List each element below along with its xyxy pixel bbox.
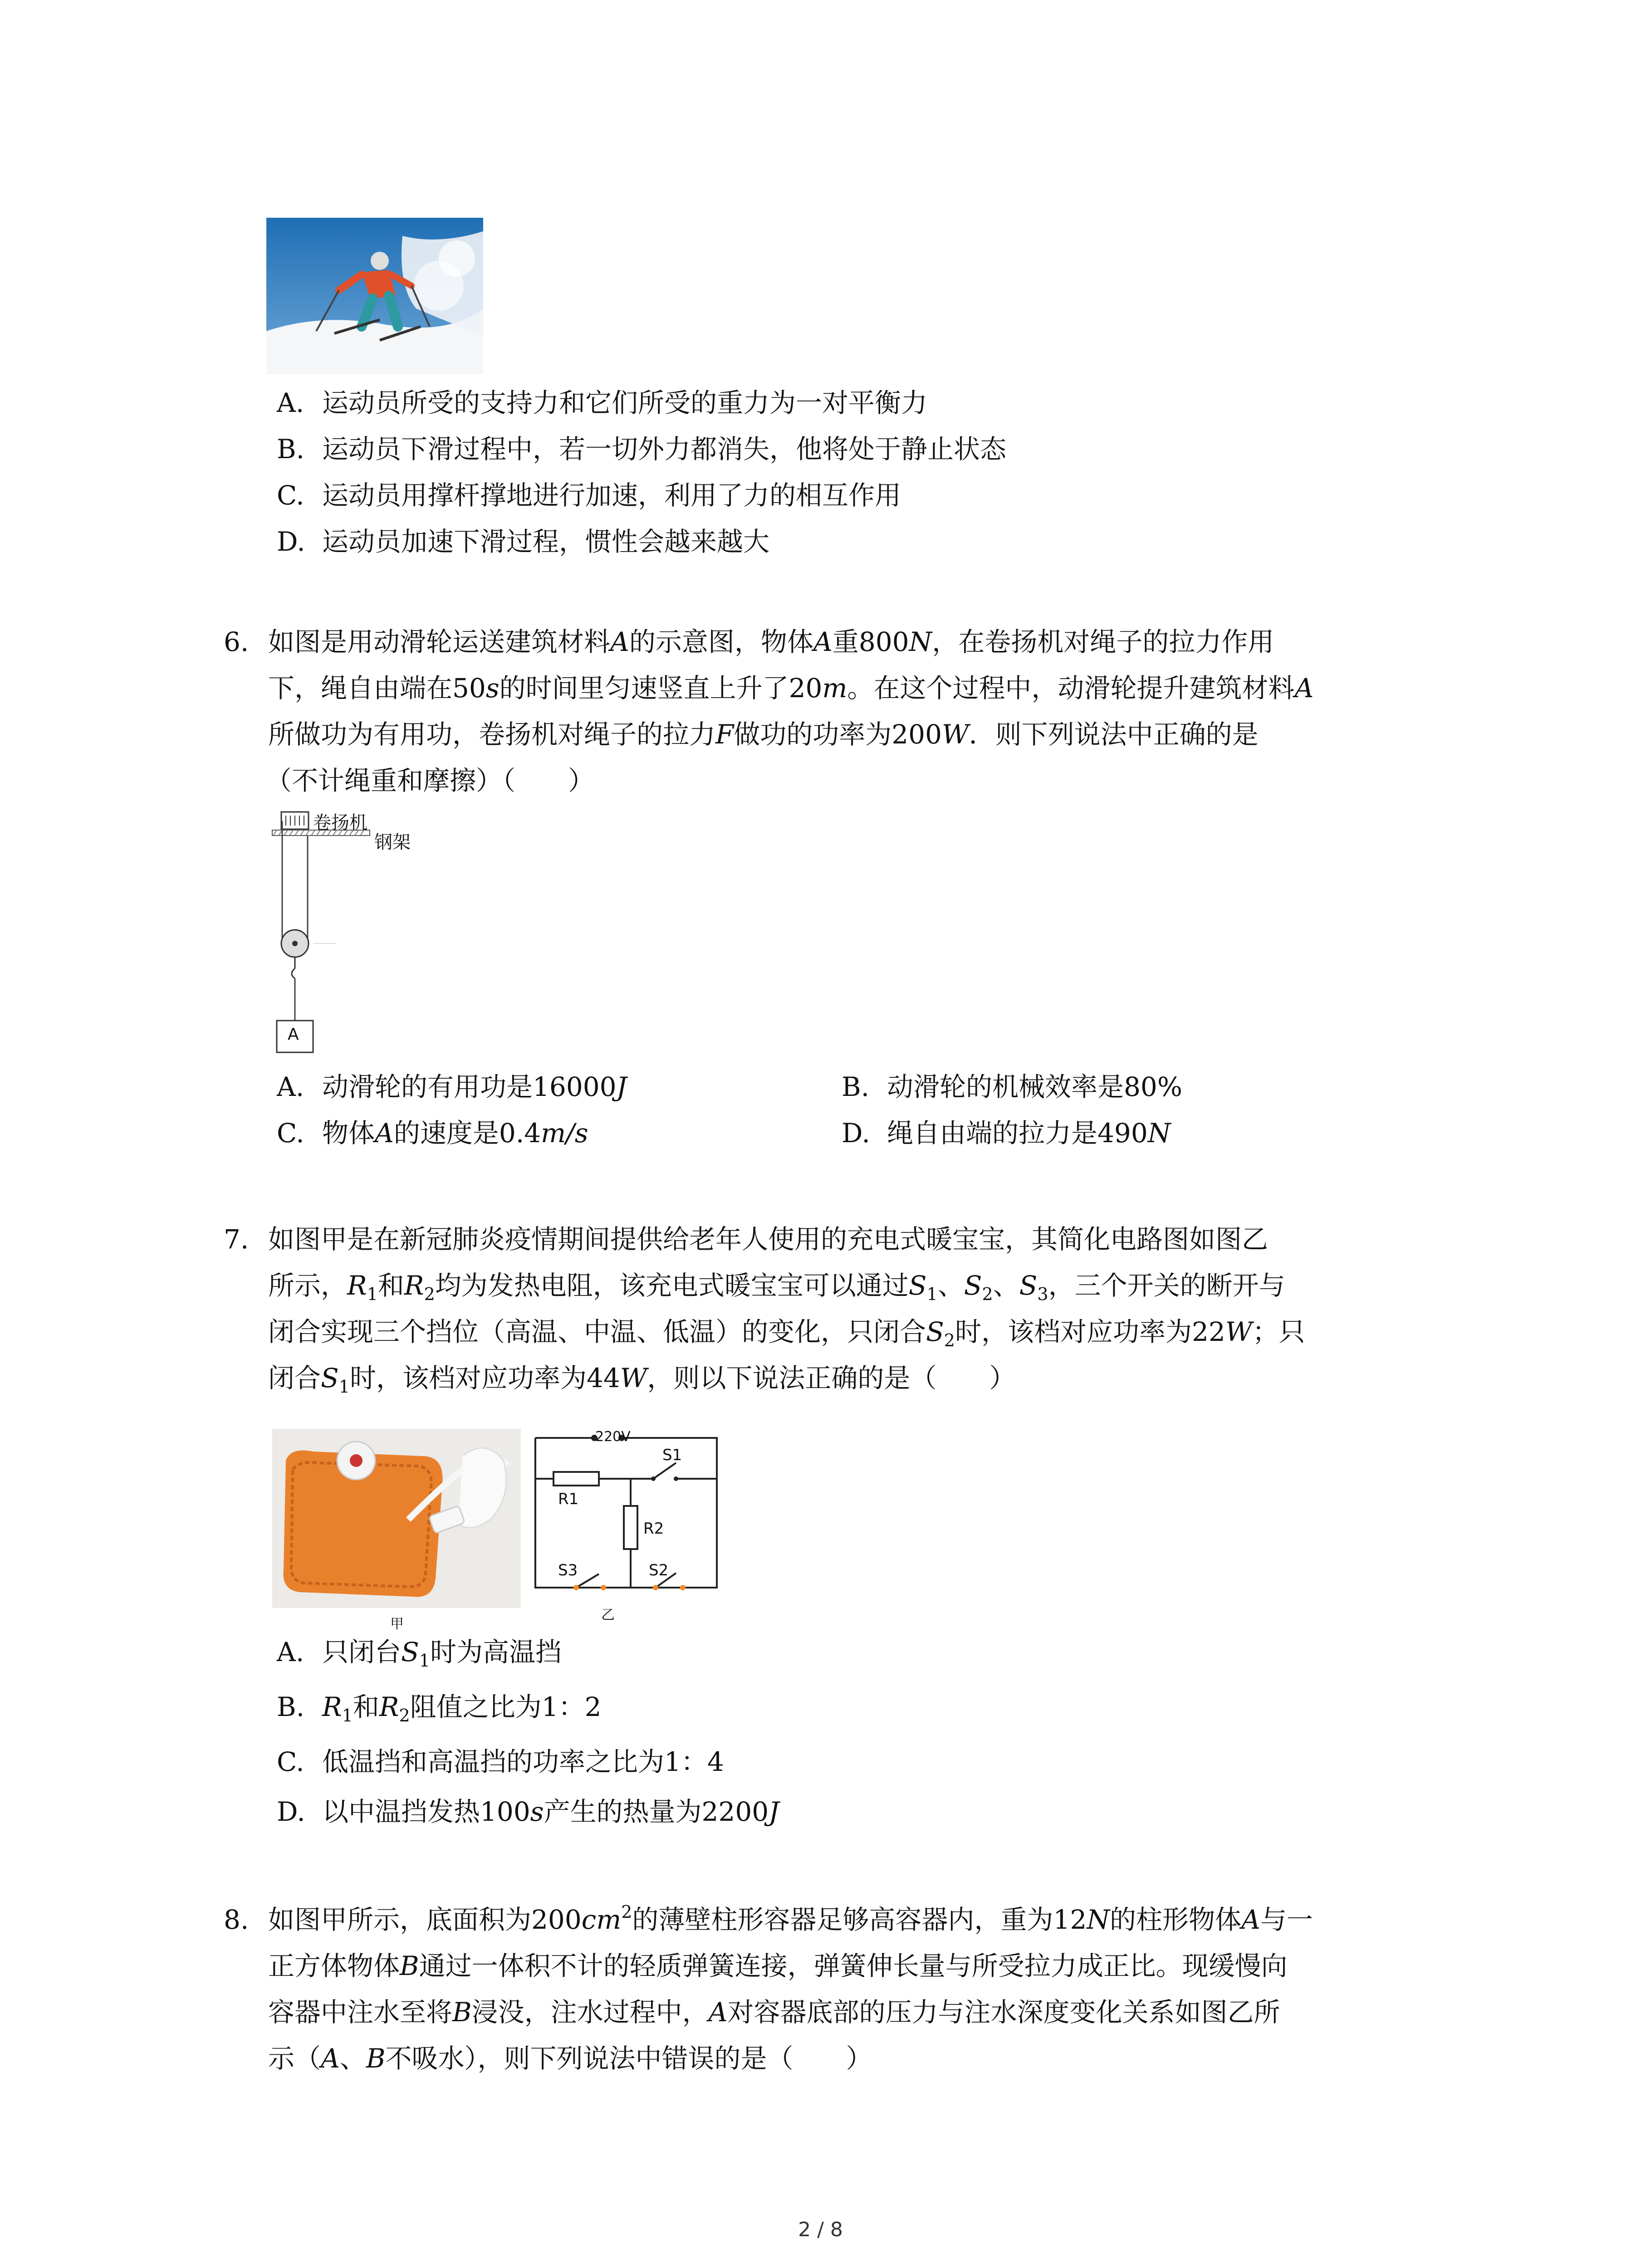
var: A xyxy=(708,1997,728,2028)
unit: W xyxy=(620,1363,647,1393)
text: 、 xyxy=(993,1270,1019,1301)
number: 80% xyxy=(1124,1071,1182,1102)
hand-warmer-photo xyxy=(272,1429,521,1608)
box-label: A xyxy=(288,1025,299,1044)
q6-stem-line-4 xyxy=(265,763,594,799)
option-text: 运动员加速下滑过程，惯性会越来越大 xyxy=(322,526,770,557)
option-text: 运动员下滑过程中，若一切外力都消失，他将处于静止状态 xyxy=(322,434,1007,464)
subscript: 2 xyxy=(982,1284,993,1304)
text: 如图是用动滑轮运送建筑材料 xyxy=(268,626,611,657)
text: 与一 xyxy=(1260,1904,1313,1935)
r2-label: R2 xyxy=(643,1520,664,1538)
text: 不吸水），则下列说法中错误的是（ ） xyxy=(385,2043,872,2074)
text: 只闭台 xyxy=(322,1637,402,1667)
q6-stem-line-1 xyxy=(224,624,1274,660)
subscript: 2 xyxy=(399,1706,410,1725)
text: 闭合实现三个挡位（高温、中温、低温）的变化，只闭合 xyxy=(268,1316,926,1347)
text: 下，绳自由端在 xyxy=(268,673,453,704)
var: A xyxy=(1294,673,1314,704)
circuit-diagram xyxy=(526,1429,726,1623)
number: 100 xyxy=(480,1796,530,1827)
option-key: B. xyxy=(277,434,305,464)
var: A xyxy=(610,626,629,657)
text: 对容器底部的压力与注水深度变化关系如图乙所 xyxy=(727,1997,1280,2028)
q5-option-d[interactable] xyxy=(277,523,769,560)
text: 的速度是 xyxy=(393,1118,499,1149)
q8-stem-line-4 xyxy=(268,2040,872,2077)
text: ．则下列说法中正确的是 xyxy=(969,719,1259,750)
r1-label: R1 xyxy=(558,1490,579,1508)
pulley-diagram xyxy=(268,807,458,1066)
caption-jia: 甲 xyxy=(390,1616,404,1632)
unit: W xyxy=(942,719,969,750)
voltage-label: 220V xyxy=(595,1429,631,1445)
text: ，三个开关的断开与 xyxy=(1048,1270,1285,1301)
superscript: 2 xyxy=(621,1902,632,1922)
text: 的柱形物体 xyxy=(1109,1904,1241,1935)
var: S xyxy=(926,1316,944,1347)
option-key: C. xyxy=(277,1746,304,1777)
frame-label: 钢架 xyxy=(374,832,411,853)
text: 正方体物体 xyxy=(268,1950,400,1981)
q5-option-a[interactable] xyxy=(277,385,927,421)
s3-label: S3 xyxy=(558,1561,578,1579)
option-key: C. xyxy=(277,480,304,511)
unit: N xyxy=(1147,1118,1171,1149)
text: 浸没，注水过程中， xyxy=(471,1997,709,2028)
option-key: A. xyxy=(277,1071,304,1102)
number: 490 xyxy=(1097,1118,1148,1149)
subscript: 1 xyxy=(419,1651,430,1671)
text: 物体 xyxy=(322,1118,375,1149)
q7-option-b[interactable] xyxy=(277,1689,602,1725)
unit: J xyxy=(616,1071,627,1102)
page-number: 2 / 8 xyxy=(798,2218,843,2241)
text: 重 xyxy=(832,626,859,657)
text: 时，该档对应功率为 xyxy=(349,1363,587,1393)
subscript: 1 xyxy=(338,1377,350,1397)
option-key: A. xyxy=(277,1637,304,1667)
option-text: 运动员所受的支持力和它们所受的重力为一对平衡力 xyxy=(322,387,928,418)
subscript: 1 xyxy=(926,1284,938,1304)
s2-label: S2 xyxy=(649,1561,669,1579)
text: 的示意图，物体 xyxy=(629,626,813,657)
text: （不计绳重和摩擦）（ ） xyxy=(265,765,595,796)
q8-stem-line-3 xyxy=(268,1994,1280,2030)
number: 50 xyxy=(452,673,486,704)
text: 的时间里匀速竖直上升了 xyxy=(499,673,789,704)
s1-label: S1 xyxy=(662,1446,682,1464)
number: 800 xyxy=(858,626,909,657)
var: A xyxy=(375,1118,394,1149)
option-text: 运动员用撑杆撑地进行加速，利用了力的相互作用 xyxy=(322,480,901,511)
var: A xyxy=(1241,1904,1260,1935)
unit: m xyxy=(822,673,847,704)
q6-option-b[interactable] xyxy=(842,1069,1182,1105)
unit: s xyxy=(485,673,500,704)
var: S xyxy=(964,1270,982,1301)
question-number: 6. xyxy=(224,626,249,657)
q6-option-a[interactable] xyxy=(277,1069,627,1105)
option-key: D. xyxy=(842,1118,870,1149)
question-number: 7. xyxy=(224,1224,249,1255)
text: 的薄壁柱形容器足够高容器内，重为 xyxy=(632,1904,1053,1935)
q5-option-c[interactable] xyxy=(277,477,901,513)
skier-photo xyxy=(266,218,483,374)
var: R xyxy=(379,1691,399,1722)
q7-option-d[interactable] xyxy=(277,1794,779,1830)
q6-option-c[interactable] xyxy=(277,1115,588,1151)
text: 闭合 xyxy=(268,1363,321,1393)
var: R xyxy=(404,1270,424,1301)
var: A xyxy=(321,2043,340,2074)
text: 所示， xyxy=(268,1270,348,1301)
option-key: B. xyxy=(277,1691,305,1722)
text: 时为高温挡 xyxy=(430,1637,562,1667)
var: S xyxy=(401,1637,419,1667)
text: 示（ xyxy=(268,2043,321,2074)
unit: J xyxy=(769,1796,779,1827)
unit: N xyxy=(909,626,932,657)
q7-stem-line-3 xyxy=(268,1314,1305,1350)
text: 动滑轮的有用功是 xyxy=(322,1071,533,1102)
q8-stem-line-1 xyxy=(224,1901,1313,1938)
q6-stem-line-2 xyxy=(268,670,1313,706)
var: B xyxy=(400,1950,419,1981)
text: 时，该档对应功率为 xyxy=(955,1316,1192,1347)
number: 200 xyxy=(892,719,942,750)
text: ，则以下说法正确的是（ ） xyxy=(647,1363,1016,1393)
text: 如图甲是在新冠肺炎疫情期间提供给老年人使用的充电式暖宝宝，其简化电路图如图乙 xyxy=(268,1224,1269,1255)
q7-stem-line-1 xyxy=(224,1221,1268,1257)
option-key: D. xyxy=(277,526,305,557)
number: 20 xyxy=(789,673,823,704)
subscript: 3 xyxy=(1037,1284,1048,1304)
question-number: 8. xyxy=(224,1904,249,1935)
unit: m/s xyxy=(541,1118,588,1149)
unit: W xyxy=(1225,1316,1253,1347)
text: 。在这个过程中，动滑轮提升建筑材料 xyxy=(847,673,1295,704)
text: 所做功为有用功，卷扬机对绳子的拉力 xyxy=(268,719,716,750)
var: S xyxy=(321,1363,339,1393)
text: 通过一体积不计的轻质弹簧连接，弹簧伸长量与所受拉力成正比。现缓慢向 xyxy=(419,1950,1288,1981)
text: 、 xyxy=(339,2043,366,2074)
var: R xyxy=(322,1691,342,1722)
text: 动滑轮的机械效率是 xyxy=(887,1071,1124,1102)
q7-stem-line-4 xyxy=(268,1360,1015,1396)
text: 做功的功率为 xyxy=(734,719,892,750)
text: 低温挡和高温挡的功率之比为1：4 xyxy=(322,1746,724,1777)
text: ；只 xyxy=(1252,1316,1305,1347)
number: 12 xyxy=(1053,1904,1087,1935)
q7-option-c[interactable] xyxy=(277,1744,724,1780)
number: 0.4 xyxy=(499,1118,541,1149)
text: 产生的热量为 xyxy=(544,1796,702,1827)
text: 容器中注水至将 xyxy=(268,1997,453,2028)
number: 2200 xyxy=(701,1796,769,1827)
unit: cm xyxy=(581,1904,622,1935)
var: B xyxy=(452,1997,472,2028)
text: 均为发热电阻，该充电式暖宝宝可以通过 xyxy=(435,1270,909,1301)
var: B xyxy=(366,2043,386,2074)
option-key: A. xyxy=(277,387,304,418)
q6-stem-line-3 xyxy=(268,716,1259,753)
q6-option-d[interactable] xyxy=(842,1115,1171,1151)
var: F xyxy=(715,719,734,750)
text: ，在卷扬机对绳子的拉力作用 xyxy=(932,626,1274,657)
text: 、 xyxy=(937,1270,964,1301)
option-key: D. xyxy=(277,1796,305,1827)
caption-yi: 乙 xyxy=(601,1607,615,1623)
text: 绳自由端的拉力是 xyxy=(887,1118,1098,1149)
number: 200 xyxy=(531,1904,582,1935)
var: S xyxy=(908,1270,927,1301)
var: R xyxy=(347,1270,367,1301)
subscript: 1 xyxy=(342,1706,353,1725)
q5-option-b[interactable] xyxy=(277,431,1006,467)
text: 和 xyxy=(353,1691,379,1722)
number: 44 xyxy=(586,1363,620,1393)
text: 如图甲所示，底面积为 xyxy=(268,1904,532,1935)
unit: s xyxy=(530,1796,544,1827)
var: A xyxy=(813,626,833,657)
q8-stem-line-2 xyxy=(268,1948,1288,1984)
subscript: 2 xyxy=(424,1284,435,1304)
q7-stem-line-2 xyxy=(268,1267,1285,1304)
text: 阻值之比为1：2 xyxy=(410,1691,602,1722)
q7-option-a[interactable] xyxy=(277,1634,562,1670)
text: 以中温挡发热 xyxy=(322,1796,480,1827)
text: 和 xyxy=(377,1270,404,1301)
var: S xyxy=(1019,1270,1038,1301)
winch-label: 卷扬机 xyxy=(313,812,367,833)
unit: N xyxy=(1087,1904,1110,1935)
number: 22 xyxy=(1191,1316,1225,1347)
option-key: B. xyxy=(842,1071,870,1102)
subscript: 1 xyxy=(367,1284,378,1304)
option-key: C. xyxy=(277,1118,304,1149)
number: 16000 xyxy=(533,1071,617,1102)
subscript: 2 xyxy=(944,1330,955,1350)
